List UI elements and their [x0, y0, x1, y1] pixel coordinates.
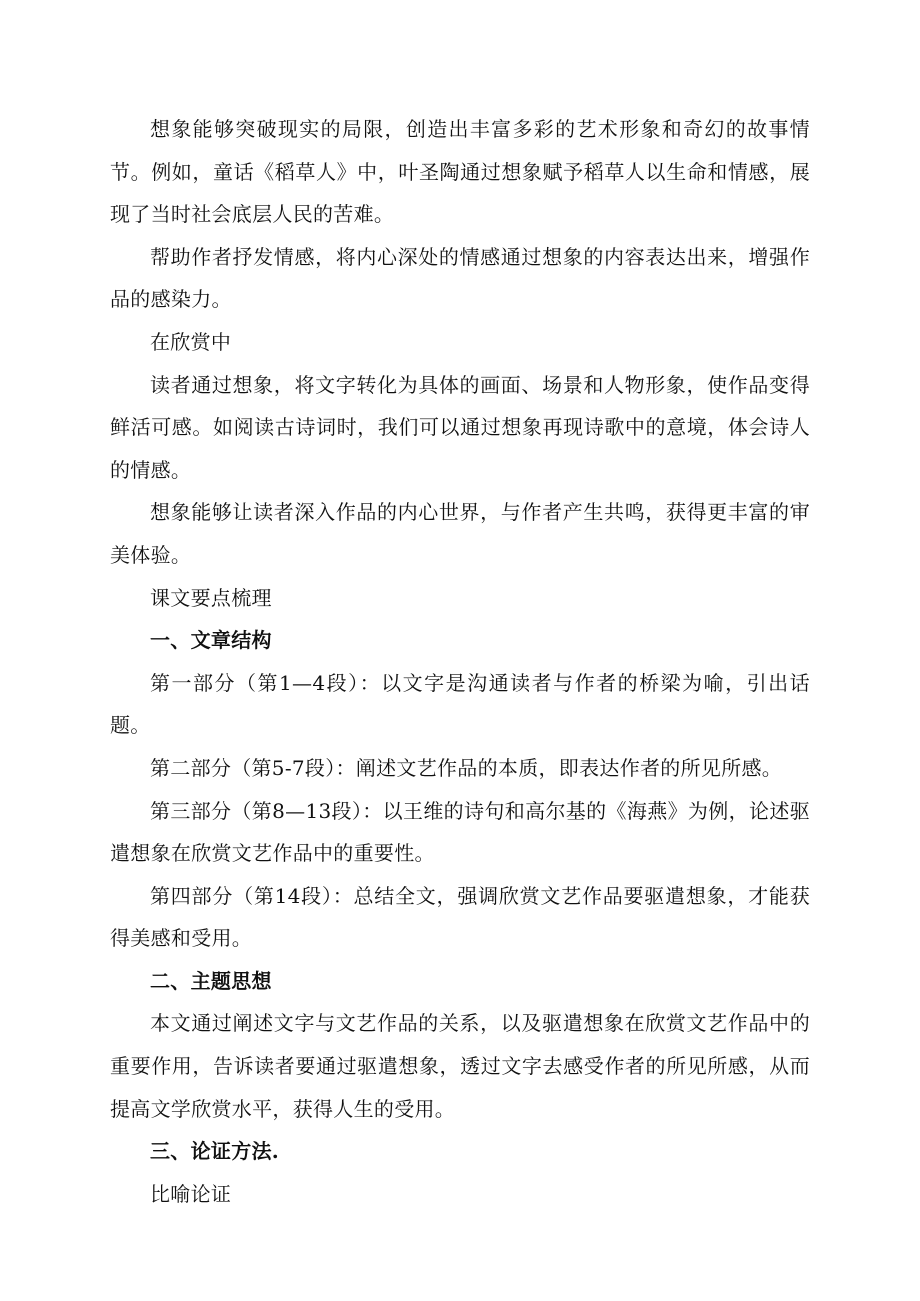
- paragraph: 第二部分（第5-7段）：阐述文艺作品的本质，即表达作者的所见所感。: [150, 755, 783, 780]
- paragraph: 第一部分（第1—4段）：以文字是沟通读者与作者的桥梁为喻，引出话题。: [110, 670, 810, 738]
- paragraph: 比喻论证: [150, 1181, 232, 1206]
- document-body: [110, 108, 810, 1215]
- paragraph: 本文通过阐述文字与文艺作品的关系，以及驱遣想象在欣赏文艺作品中的重要作用，告诉读者要通过驱遣想象，透过文字去感受作者的所见所感，从而提高文学欣赏水平，获得人生的受用。: [110, 1011, 810, 1121]
- paragraph: 读者通过想象，将文字转化为具体的画面、场景和人物形象，使作品变得鲜活可感。如阅读古诗词时，我们可以通过想象再现诗歌中的意境，体会诗人的情感。: [110, 372, 810, 482]
- section-heading: 二、主题思想: [150, 968, 272, 993]
- paragraph: 第四部分（第14段）：总结全文，强调欣赏文艺作品要驱遣想象，才能获得美感和受用。: [110, 883, 810, 951]
- paragraph: 课文要点梳理: [150, 585, 272, 610]
- paragraph: 想象能够突破现实的局限，创造出丰富多彩的艺术形象和奇幻的故事情节。例如，童话《稻草人》中，叶圣陶通过想象赋予稻草人以生命和情感，展现了当时社会底层人民的苦难。: [110, 117, 810, 227]
- paragraph: 帮助作者抒发情感，将内心深处的情感通过想象的内容表达出来，增强作品的感染力。: [110, 244, 810, 312]
- paragraph: 第三部分（第8—13段）：以王维的诗句和高尔基的《海燕》为例，论述驱遣想象在欣赏文艺作品中的重要性。: [110, 798, 810, 866]
- paragraph: 在欣赏中: [150, 329, 232, 354]
- section-heading: 一、文章结构: [150, 628, 272, 653]
- paragraph: 想象能够让读者深入作品的内心世界，与作者产生共鸣，获得更丰富的审美体验。: [110, 500, 810, 567]
- section-heading: 三、论证方法.: [150, 1139, 280, 1164]
